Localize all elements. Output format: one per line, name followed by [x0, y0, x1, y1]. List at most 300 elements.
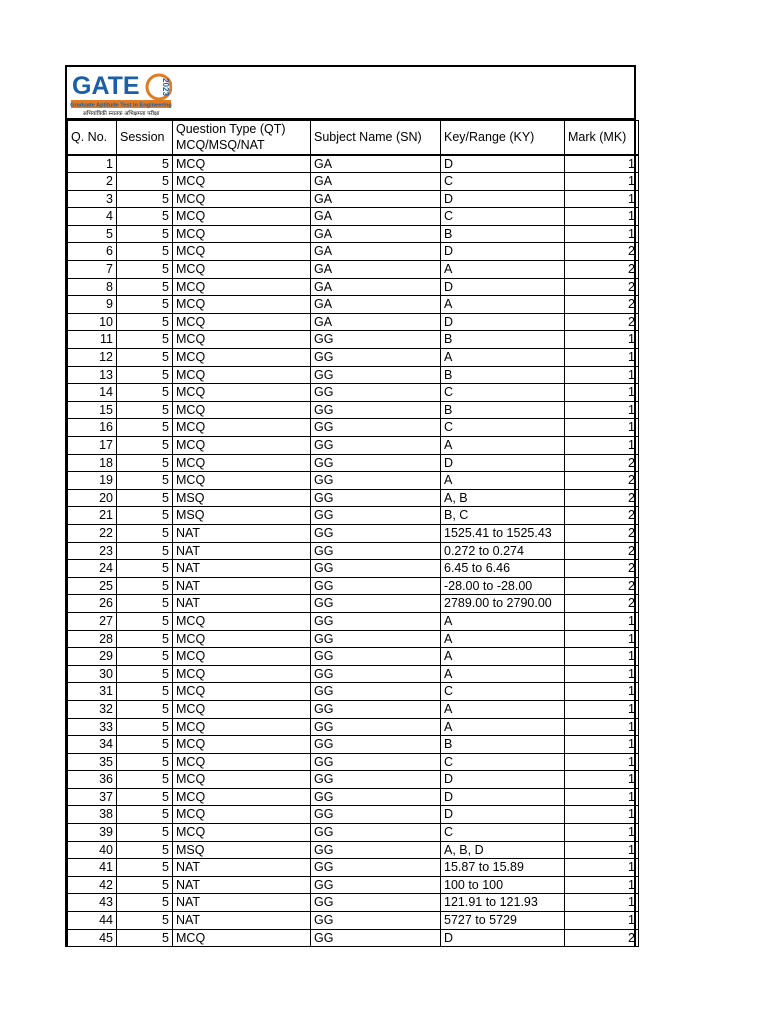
table-row [68, 349, 639, 367]
table-row [68, 788, 639, 806]
cell-session: 5 [117, 788, 173, 806]
cell-key-range: -28.00 to -28.00 [441, 577, 565, 595]
cell-key-range: B, C [441, 507, 565, 525]
cell-question-type: MCQ [173, 190, 311, 208]
cell-key-range: A [441, 349, 565, 367]
table-row [68, 665, 639, 683]
cell-session: 5 [117, 278, 173, 296]
cell-mark: 2 [565, 577, 639, 595]
cell-subject-name: GA [311, 243, 441, 261]
cell-qno: 10 [68, 313, 117, 331]
cell-key-range: D [441, 806, 565, 824]
cell-key-range: D [441, 454, 565, 472]
cell-mark: 1 [565, 788, 639, 806]
cell-question-type: MCQ [173, 296, 311, 314]
cell-subject-name: GA [311, 296, 441, 314]
cell-question-type: NAT [173, 542, 311, 560]
cell-question-type: MCQ [173, 929, 311, 947]
cell-subject-name: GA [311, 173, 441, 191]
cell-key-range: C [441, 753, 565, 771]
cell-mark: 2 [565, 278, 639, 296]
cell-subject-name: GA [311, 225, 441, 243]
table-row [68, 296, 639, 314]
cell-mark: 1 [565, 806, 639, 824]
table-row [68, 384, 639, 402]
cell-key-range: 100 to 100 [441, 876, 565, 894]
cell-subject-name: GG [311, 472, 441, 490]
cell-session: 5 [117, 876, 173, 894]
cell-key-range: A [441, 472, 565, 490]
cell-qno: 27 [68, 612, 117, 630]
cell-mark: 2 [565, 524, 639, 542]
cell-subject-name: GG [311, 876, 441, 894]
cell-mark: 2 [565, 472, 639, 490]
header-qt-line2: MCQ/MSQ/NAT [176, 138, 265, 153]
cell-session: 5 [117, 595, 173, 613]
cell-qno: 3 [68, 190, 117, 208]
cell-question-type: MCQ [173, 771, 311, 789]
cell-subject-name: GG [311, 806, 441, 824]
cell-qno: 37 [68, 788, 117, 806]
cell-key-range: D [441, 313, 565, 331]
table-row [68, 612, 639, 630]
cell-session: 5 [117, 718, 173, 736]
cell-mark: 1 [565, 718, 639, 736]
cell-question-type: MCQ [173, 454, 311, 472]
cell-key-range: C [441, 683, 565, 701]
cell-key-range: D [441, 190, 565, 208]
table-row [68, 859, 639, 877]
cell-question-type: MCQ [173, 155, 311, 173]
cell-session: 5 [117, 806, 173, 824]
cell-session: 5 [117, 472, 173, 490]
cell-subject-name: GA [311, 313, 441, 331]
cell-subject-name: GG [311, 454, 441, 472]
cell-key-range: 2789.00 to 2790.00 [441, 595, 565, 613]
cell-question-type: MCQ [173, 665, 311, 683]
table-row [68, 454, 639, 472]
table-row [68, 560, 639, 578]
cell-key-range: 6.45 to 6.46 [441, 560, 565, 578]
cell-qno: 7 [68, 261, 117, 279]
cell-question-type: MCQ [173, 313, 311, 331]
cell-key-range: B [441, 736, 565, 754]
cell-subject-name: GG [311, 771, 441, 789]
table-row [68, 912, 639, 930]
gate-logo [70, 70, 172, 118]
cell-subject-name: GG [311, 595, 441, 613]
cell-subject-name: GA [311, 190, 441, 208]
cell-mark: 1 [565, 700, 639, 718]
cell-key-range: D [441, 788, 565, 806]
cell-key-range: A [441, 700, 565, 718]
table-row [68, 313, 639, 331]
cell-subject-name: GG [311, 419, 441, 437]
cell-mark: 1 [565, 331, 639, 349]
table-row [68, 648, 639, 666]
cell-subject-name: GG [311, 630, 441, 648]
cell-subject-name: GA [311, 208, 441, 226]
cell-qno: 33 [68, 718, 117, 736]
cell-qno: 8 [68, 278, 117, 296]
cell-qno: 26 [68, 595, 117, 613]
cell-question-type: MCQ [173, 384, 311, 402]
cell-subject-name: GG [311, 560, 441, 578]
cell-subject-name: GG [311, 331, 441, 349]
cell-qno: 28 [68, 630, 117, 648]
logo-year: 2023 [161, 78, 170, 96]
cell-qno: 39 [68, 824, 117, 842]
cell-key-range: A [441, 612, 565, 630]
cell-key-range: C [441, 173, 565, 191]
cell-session: 5 [117, 401, 173, 419]
cell-subject-name: GG [311, 524, 441, 542]
cell-session: 5 [117, 349, 173, 367]
cell-key-range: D [441, 243, 565, 261]
cell-qno: 11 [68, 331, 117, 349]
table-row [68, 806, 639, 824]
cell-session: 5 [117, 437, 173, 455]
table-row [68, 401, 639, 419]
header-session: Session [117, 121, 173, 155]
cell-mark: 2 [565, 929, 639, 947]
cell-question-type: MCQ [173, 366, 311, 384]
cell-mark: 1 [565, 859, 639, 877]
cell-session: 5 [117, 225, 173, 243]
cell-mark: 1 [565, 384, 639, 402]
cell-session: 5 [117, 648, 173, 666]
cell-mark: 1 [565, 225, 639, 243]
cell-mark: 1 [565, 841, 639, 859]
cell-mark: 2 [565, 560, 639, 578]
cell-question-type: NAT [173, 524, 311, 542]
cell-question-type: NAT [173, 595, 311, 613]
table-row [68, 929, 639, 947]
header-mark: Mark (MK) [565, 121, 639, 155]
cell-key-range: A [441, 648, 565, 666]
cell-qno: 12 [68, 349, 117, 367]
cell-qno: 4 [68, 208, 117, 226]
table-row [68, 489, 639, 507]
cell-mark: 1 [565, 419, 639, 437]
cell-qno: 34 [68, 736, 117, 754]
cell-session: 5 [117, 912, 173, 930]
cell-session: 5 [117, 736, 173, 754]
table-row [68, 700, 639, 718]
cell-question-type: MCQ [173, 225, 311, 243]
cell-key-range: B [441, 366, 565, 384]
cell-session: 5 [117, 859, 173, 877]
cell-question-type: MCQ [173, 648, 311, 666]
cell-qno: 20 [68, 489, 117, 507]
table-row [68, 841, 639, 859]
cell-question-type: MCQ [173, 700, 311, 718]
cell-question-type: NAT [173, 876, 311, 894]
cell-mark: 1 [565, 437, 639, 455]
cell-key-range: D [441, 278, 565, 296]
cell-question-type: MCQ [173, 753, 311, 771]
cell-subject-name: GG [311, 894, 441, 912]
cell-qno: 6 [68, 243, 117, 261]
table-row [68, 595, 639, 613]
logo-subtitle: Graduate Aptitude Test in Engineering [70, 102, 172, 109]
cell-session: 5 [117, 507, 173, 525]
cell-qno: 42 [68, 876, 117, 894]
table-row [68, 173, 639, 191]
cell-key-range: 121.91 to 121.93 [441, 894, 565, 912]
cell-key-range: D [441, 771, 565, 789]
cell-qno: 24 [68, 560, 117, 578]
cell-mark: 1 [565, 155, 639, 173]
logo-title: GATE [72, 72, 140, 100]
cell-key-range: A [441, 718, 565, 736]
cell-qno: 35 [68, 753, 117, 771]
cell-mark: 1 [565, 648, 639, 666]
table-row [68, 771, 639, 789]
cell-subject-name: GG [311, 542, 441, 560]
cell-session: 5 [117, 700, 173, 718]
cell-session: 5 [117, 489, 173, 507]
cell-qno: 44 [68, 912, 117, 930]
cell-session: 5 [117, 331, 173, 349]
cell-qno: 23 [68, 542, 117, 560]
cell-mark: 1 [565, 771, 639, 789]
header-qno: Q. No. [68, 121, 117, 155]
cell-session: 5 [117, 190, 173, 208]
cell-session: 5 [117, 454, 173, 472]
cell-question-type: MSQ [173, 507, 311, 525]
table-row [68, 894, 639, 912]
cell-key-range: C [441, 384, 565, 402]
cell-key-range: C [441, 824, 565, 842]
cell-subject-name: GA [311, 155, 441, 173]
cell-session: 5 [117, 155, 173, 173]
cell-mark: 2 [565, 454, 639, 472]
cell-mark: 2 [565, 296, 639, 314]
cell-qno: 43 [68, 894, 117, 912]
cell-subject-name: GG [311, 665, 441, 683]
cell-session: 5 [117, 208, 173, 226]
cell-qno: 21 [68, 507, 117, 525]
cell-mark: 1 [565, 736, 639, 754]
cell-question-type: MSQ [173, 841, 311, 859]
cell-session: 5 [117, 313, 173, 331]
header-key-range: Key/Range (KY) [441, 121, 565, 155]
cell-question-type: MCQ [173, 806, 311, 824]
cell-key-range: D [441, 929, 565, 947]
cell-mark: 1 [565, 665, 639, 683]
table-row [68, 261, 639, 279]
cell-question-type: MCQ [173, 437, 311, 455]
cell-question-type: MSQ [173, 489, 311, 507]
cell-qno: 31 [68, 683, 117, 701]
table-row [68, 630, 639, 648]
cell-session: 5 [117, 261, 173, 279]
header-question-type [173, 121, 311, 155]
table-row [68, 753, 639, 771]
table-frame [65, 120, 636, 947]
cell-session: 5 [117, 929, 173, 947]
table-row [68, 683, 639, 701]
cell-mark: 2 [565, 243, 639, 261]
cell-mark: 1 [565, 824, 639, 842]
cell-qno: 19 [68, 472, 117, 490]
cell-subject-name: GG [311, 577, 441, 595]
logo-banner [65, 65, 636, 120]
cell-question-type: MCQ [173, 331, 311, 349]
cell-qno: 41 [68, 859, 117, 877]
cell-subject-name: GG [311, 489, 441, 507]
cell-mark: 2 [565, 595, 639, 613]
cell-key-range: D [441, 155, 565, 173]
answer-key-table [67, 120, 639, 947]
table-row [68, 155, 639, 173]
cell-subject-name: GG [311, 384, 441, 402]
cell-subject-name: GG [311, 736, 441, 754]
cell-mark: 1 [565, 683, 639, 701]
cell-question-type: MCQ [173, 208, 311, 226]
table-row [68, 507, 639, 525]
cell-key-range: B [441, 401, 565, 419]
table-row [68, 225, 639, 243]
cell-question-type: MCQ [173, 630, 311, 648]
cell-session: 5 [117, 243, 173, 261]
table-row [68, 472, 639, 490]
cell-session: 5 [117, 665, 173, 683]
cell-subject-name: GG [311, 718, 441, 736]
cell-session: 5 [117, 173, 173, 191]
cell-mark: 1 [565, 876, 639, 894]
cell-session: 5 [117, 366, 173, 384]
cell-session: 5 [117, 560, 173, 578]
cell-key-range: 5727 to 5729 [441, 912, 565, 930]
table-row [68, 736, 639, 754]
cell-mark: 1 [565, 173, 639, 191]
cell-mark: 2 [565, 542, 639, 560]
cell-qno: 5 [68, 225, 117, 243]
cell-question-type: MCQ [173, 472, 311, 490]
cell-session: 5 [117, 841, 173, 859]
cell-key-range: A [441, 437, 565, 455]
cell-subject-name: GG [311, 612, 441, 630]
cell-qno: 2 [68, 173, 117, 191]
cell-subject-name: GG [311, 912, 441, 930]
cell-session: 5 [117, 419, 173, 437]
cell-question-type: MCQ [173, 401, 311, 419]
cell-mark: 2 [565, 507, 639, 525]
cell-question-type: NAT [173, 560, 311, 578]
cell-subject-name: GG [311, 929, 441, 947]
cell-key-range: A [441, 630, 565, 648]
cell-mark: 1 [565, 612, 639, 630]
table-row [68, 331, 639, 349]
table-row [68, 824, 639, 842]
cell-mark: 1 [565, 349, 639, 367]
cell-subject-name: GG [311, 824, 441, 842]
cell-subject-name: GG [311, 683, 441, 701]
cell-question-type: MCQ [173, 349, 311, 367]
cell-subject-name: GG [311, 349, 441, 367]
cell-qno: 18 [68, 454, 117, 472]
cell-qno: 45 [68, 929, 117, 947]
cell-mark: 1 [565, 912, 639, 930]
cell-key-range: A [441, 261, 565, 279]
cell-session: 5 [117, 296, 173, 314]
cell-question-type: MCQ [173, 419, 311, 437]
cell-qno: 1 [68, 155, 117, 173]
cell-key-range: B [441, 225, 565, 243]
cell-key-range: 1525.41 to 1525.43 [441, 524, 565, 542]
cell-session: 5 [117, 824, 173, 842]
cell-key-range: C [441, 208, 565, 226]
table-row [68, 876, 639, 894]
table-row [68, 278, 639, 296]
table-body [68, 155, 639, 947]
table-row [68, 208, 639, 226]
cell-question-type: MCQ [173, 824, 311, 842]
table-row [68, 524, 639, 542]
cell-subject-name: GG [311, 366, 441, 384]
table-row [68, 718, 639, 736]
table-row [68, 190, 639, 208]
cell-subject-name: GG [311, 841, 441, 859]
cell-mark: 1 [565, 401, 639, 419]
cell-question-type: MCQ [173, 278, 311, 296]
table-row [68, 243, 639, 261]
cell-key-range: B [441, 331, 565, 349]
cell-subject-name: GG [311, 437, 441, 455]
cell-session: 5 [117, 894, 173, 912]
cell-question-type: NAT [173, 912, 311, 930]
cell-session: 5 [117, 542, 173, 560]
cell-key-range: A, B [441, 489, 565, 507]
cell-session: 5 [117, 612, 173, 630]
header-subject-name: Subject Name (SN) [311, 121, 441, 155]
cell-mark: 1 [565, 190, 639, 208]
cell-mark: 1 [565, 366, 639, 384]
cell-session: 5 [117, 753, 173, 771]
header-qt-line1: Question Type (QT) [176, 122, 286, 137]
cell-key-range: 15.87 to 15.89 [441, 859, 565, 877]
cell-mark: 1 [565, 894, 639, 912]
cell-subject-name: GG [311, 753, 441, 771]
cell-key-range: A, B, D [441, 841, 565, 859]
cell-question-type: MCQ [173, 788, 311, 806]
cell-question-type: NAT [173, 859, 311, 877]
cell-session: 5 [117, 771, 173, 789]
cell-qno: 13 [68, 366, 117, 384]
cell-subject-name: GG [311, 700, 441, 718]
cell-question-type: MCQ [173, 736, 311, 754]
table-row [68, 542, 639, 560]
cell-question-type: NAT [173, 577, 311, 595]
header-row [68, 121, 639, 155]
cell-mark: 1 [565, 630, 639, 648]
cell-qno: 25 [68, 577, 117, 595]
cell-qno: 40 [68, 841, 117, 859]
cell-session: 5 [117, 384, 173, 402]
cell-qno: 32 [68, 700, 117, 718]
table-row [68, 366, 639, 384]
cell-question-type: MCQ [173, 173, 311, 191]
cell-mark: 2 [565, 261, 639, 279]
cell-key-range: A [441, 665, 565, 683]
cell-qno: 36 [68, 771, 117, 789]
cell-subject-name: GA [311, 261, 441, 279]
cell-mark: 1 [565, 208, 639, 226]
cell-question-type: MCQ [173, 243, 311, 261]
cell-session: 5 [117, 524, 173, 542]
